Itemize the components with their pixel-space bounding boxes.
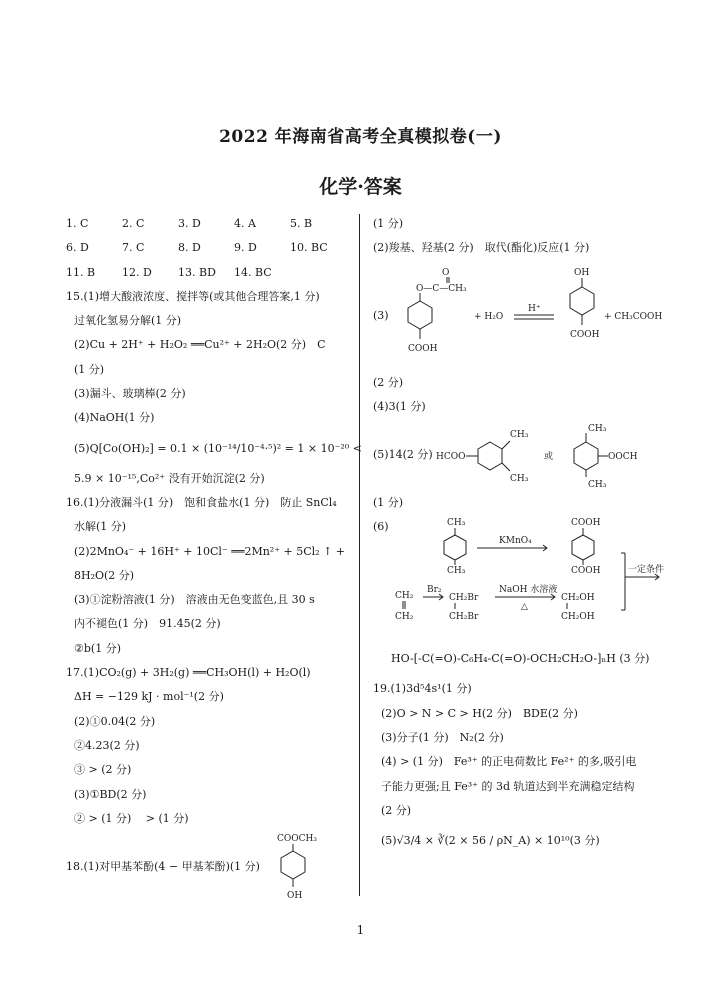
label-water: + H₂O <box>474 311 504 322</box>
q15-line: (2)Cu + 2H⁺ + H₂O₂ ══Cu²⁺ + 2H₂O(2 分) C <box>74 338 326 352</box>
label-cooh: COOH <box>408 343 438 354</box>
mcq-answer: 9. D <box>234 241 257 255</box>
q16-line: (2)2MnO₄⁻ + 16H⁺ + 10Cl⁻ ══2Mn²⁺ + 5Cl₂ ↑ + <box>74 544 345 558</box>
q19-line: 19.(1)3d⁵4s¹(1 分) <box>373 682 472 696</box>
q17-line: (2)①0.04(2 分) <box>74 714 156 728</box>
mcq-answer: 3. D <box>178 217 201 230</box>
q19-line: (3)分子(1 分) N₂(2 分) <box>381 731 504 745</box>
label-cooh: COOH <box>571 566 601 577</box>
q15-line: (1 分) <box>74 362 105 376</box>
mcq-answer: 4. A <box>234 217 256 230</box>
q18-synthesis-row <box>373 515 663 641</box>
left-column <box>66 212 362 903</box>
mcq-answer: 14. BC <box>234 265 272 279</box>
mcq-row-3 <box>66 261 354 285</box>
page-number: 1 <box>356 923 365 937</box>
q16-line: 水解(1 分) <box>74 520 127 534</box>
q17-line: ② > (1 分) > (1 分) <box>74 811 189 825</box>
label-carbonyl-o: O <box>442 267 450 278</box>
q18-isomer-row <box>373 419 663 491</box>
label-ch2: CH₂ <box>395 591 414 602</box>
q15-line: (4)NaOH(1 分) <box>74 411 155 425</box>
q18-hydrolysis-row <box>373 261 663 371</box>
label-hcoo: HCOO <box>436 452 466 463</box>
label-oh: OH <box>287 891 303 902</box>
q18-line: (1 分) <box>373 496 404 510</box>
q15-line: 15.(1)增大酸液浓度、搅拌等(或其他合理答案,1 分) <box>66 289 320 303</box>
mcq-answer: 1. C <box>66 217 89 230</box>
mcq-answer: 10. BC <box>290 241 328 255</box>
label-acetic-acid: + CH₃COOH <box>604 311 663 322</box>
label-condition: 一定条件 <box>628 565 665 576</box>
polymer-product: HO-[-C(=O)-C₆H₄-C(=O)-OCH₂CH₂O-]ₙH (3 分) <box>391 652 650 666</box>
mcq-row-1 <box>66 212 354 236</box>
label-ch2br: CH₂Br <box>449 612 479 623</box>
label-cooch3: COOCH₃ <box>277 834 318 845</box>
label-cooh: COOH <box>570 329 600 340</box>
mcq-answer: 5. B <box>290 217 313 230</box>
q19-line: (2)O > N > C > H(2 分) BDE(2 分) <box>381 706 578 720</box>
label-ch3: CH₃ <box>588 424 607 435</box>
column-divider <box>359 214 360 896</box>
label-oh: OH <box>574 267 590 278</box>
q16-line: ②b(1 分) <box>74 641 121 655</box>
label-kmno4: KMnO₄ <box>499 536 532 547</box>
label-ch2oh: CH₂OH <box>561 612 595 623</box>
q18-line: (1 分) <box>373 217 404 230</box>
q17-line: ΔH = −129 kJ · mol⁻¹(2 分) <box>74 690 224 704</box>
q16-line: (3)①淀粉溶液(1 分) 溶液由无色变蓝色,且 30 s <box>74 593 315 607</box>
q16-line: 8H₂O(2 分) <box>74 568 135 582</box>
label-naoh: NaOH 水溶液 <box>499 585 558 596</box>
q18-part5-label: (5)14(2 分) <box>373 448 433 462</box>
q15-line: 5.9 × 10⁻¹⁵,Co²⁺ 没有开始沉淀(2 分) <box>74 471 265 485</box>
mcq-answer: 11. B <box>66 265 96 279</box>
label-ooch: OOCH <box>608 452 638 463</box>
synthesis-route-diagram <box>395 515 665 641</box>
label-ch2br: CH₂Br <box>449 593 479 604</box>
q15-line: 过氧化氢易分解(1 分) <box>74 314 182 328</box>
q18-line: (4)3(1 分) <box>373 399 426 413</box>
q15-line: (5)Q[Co(OH)₂] = 0.1 × (10⁻¹⁴/10⁻⁴·⁵)² = 1 × 10⁻²⁰ < <box>74 441 362 455</box>
q16-line: 内不褪色(1 分) 91.45(2 分) <box>74 617 221 631</box>
hydrolysis-reaction-diagram <box>392 261 662 371</box>
label-heat: △ <box>521 602 528 613</box>
q16-line: 16.(1)分液漏斗(1 分) 饱和食盐水(1 分) 防止 SnCl₄ <box>66 495 337 509</box>
label-ch3: CH₃ <box>447 566 466 577</box>
label-ch2: CH₂ <box>395 612 414 623</box>
q19-line: 子能力更强;且 Fe³⁺ 的 3d 轨道达到半充满稳定结构 <box>381 779 635 793</box>
q18-line: (2 分) <box>373 375 404 389</box>
mcq-answer: 2. C <box>122 217 145 230</box>
q18-part6-label: (6) <box>373 520 389 534</box>
q18-line <box>66 831 354 903</box>
label-cooh: COOH <box>571 518 601 529</box>
label-or: 或 <box>544 452 554 463</box>
label-ch3: CH₃ <box>588 480 607 491</box>
label-ch3: CH₃ <box>510 430 529 441</box>
page-subtitle: 化学·答案 <box>319 176 402 198</box>
q18-answer-text: 18.(1)对甲基苯酚(4 − 甲基苯酚)(1 分) <box>66 860 260 874</box>
q18-part3-label: (3) <box>373 308 389 322</box>
label-ch3: CH₃ <box>510 474 529 485</box>
q19-line: (2 分) <box>381 803 412 817</box>
q15-line: (3)漏斗、玻璃棒(2 分) <box>74 387 186 401</box>
label-acid-catalyst: H⁺ <box>528 303 541 314</box>
mcq-answer: 6. D <box>66 241 89 255</box>
mcq-row-2 <box>66 236 354 260</box>
q17-line: 17.(1)CO₂(g) + 3H₂(g) ══CH₃OH(l) + H₂O(l) <box>66 666 311 680</box>
mcq-answer: 13. BD <box>178 265 216 279</box>
q17-line: (3)①BD(2 分) <box>74 787 147 801</box>
page-title: 2022 年海南省高考全真模拟卷(一) <box>219 127 502 147</box>
q19-line: (4) > (1 分) Fe³⁺ 的正电荷数比 Fe²⁺ 的多,吸引电 <box>381 755 637 769</box>
label-ch3: CH₃ <box>447 518 466 529</box>
q17-line: ③ > (2 分) <box>74 763 132 777</box>
isomer-structures <box>436 419 676 491</box>
label-br2: Br₂ <box>427 585 442 596</box>
mcq-answer: 12. D <box>122 265 152 279</box>
mcq-answer: 8. D <box>178 241 201 255</box>
q17-line: ②4.23(2 分) <box>74 738 140 752</box>
q18-line: (2)羧基、羟基(2 分) 取代(酯化)反应(1 分) <box>373 241 590 255</box>
methyl-benzoate-phenol-structure <box>263 831 323 903</box>
mcq-answer: 7. C <box>122 241 145 255</box>
q19-line: (5)√3/4 × ∛(2 × 56 / ρN_A) × 10¹⁰(3 分) <box>381 834 600 848</box>
label-ch2oh: CH₂OH <box>561 593 595 604</box>
label-acetoxy: O—C—CH₃ <box>416 283 467 294</box>
right-column <box>373 212 663 859</box>
